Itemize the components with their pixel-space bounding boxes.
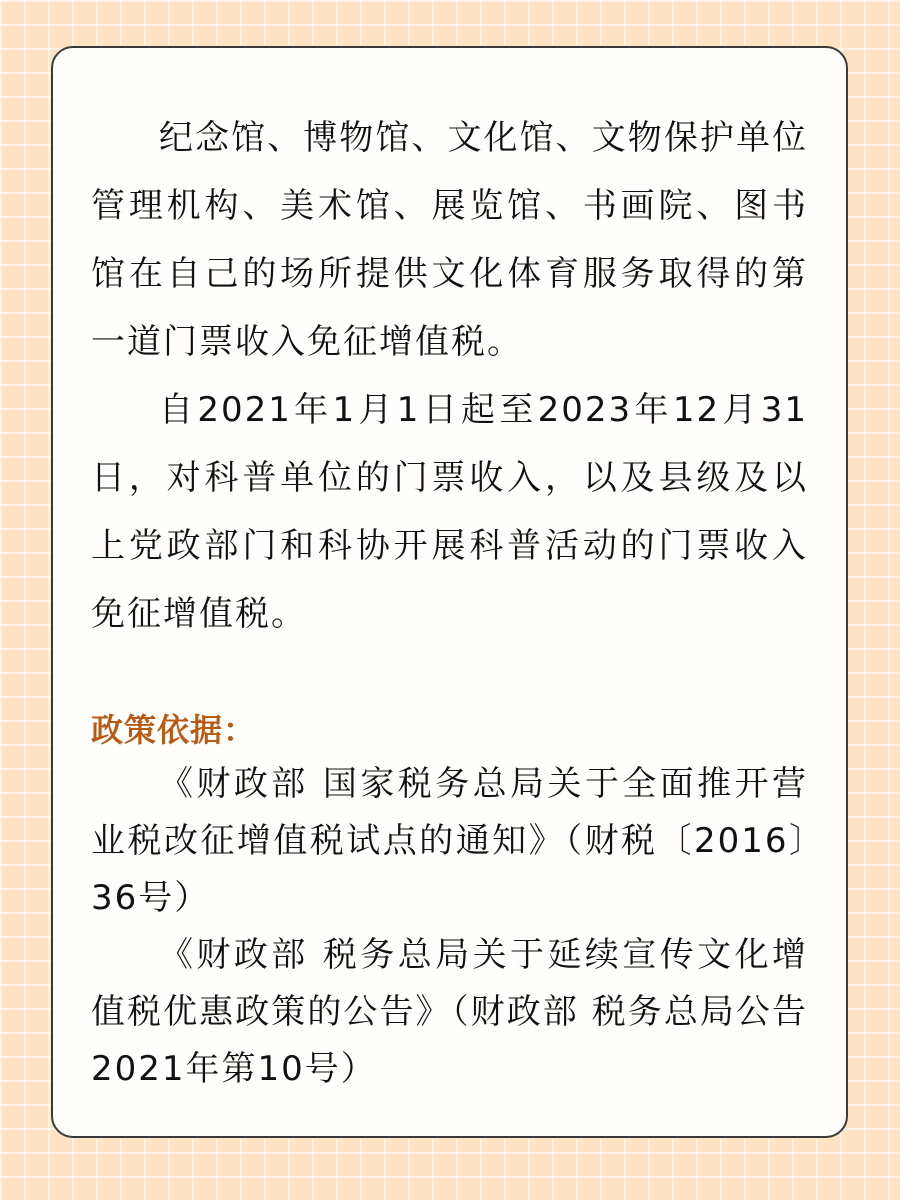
policy-reference-item: 《财政部 税务总局关于延续宣传文化增值税优惠政策的公告》（财政部 税务总局公告2021年第10号） [91, 935, 808, 1089]
policy-reference-item: 《财政部 国家税务总局关于全面推开营业税改征增值税试点的通知》（财税〔2016〕36号） [91, 764, 808, 918]
paragraph-exemption-science: 自2021年1月1日起至2023年12月31日，对科普单位的门票收入，以及县级及以上党政部门和科协开展科普活动的门票收入免征增值税。 [91, 390, 808, 634]
content-card [51, 46, 848, 1138]
policy-reference-list [91, 756, 808, 1098]
paragraph-exemption-venues: 纪念馆、博物馆、文化馆、文物保护单位管理机构、美术馆、展览馆、书画院、图书馆在自己的场所提供文化体育服务取得的第一道门票收入免征增值税。 [91, 118, 808, 362]
policy-basis-heading: 政策依据： [91, 711, 257, 749]
